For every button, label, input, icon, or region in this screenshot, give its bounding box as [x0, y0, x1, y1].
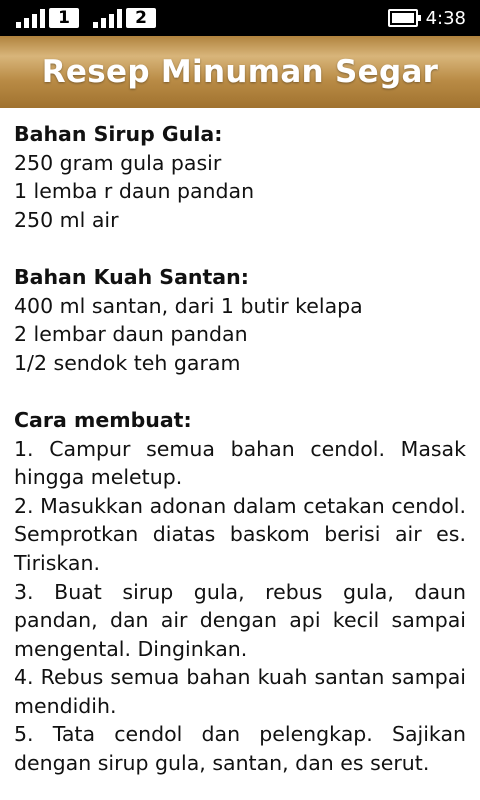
cara-step: 3. Buat sirup gula, rebus gula, daun pandan, dan air dengan api kecil sampai mengental. Dinginkan. [14, 579, 466, 661]
sirup-item: 250 gram gula pasir [14, 150, 222, 175]
santan-item: 1/2 sendok teh garam [14, 350, 241, 375]
page-title: Resep Minuman Segar [41, 54, 439, 90]
sim2-badge: 2 [126, 8, 156, 28]
sim2-status [93, 8, 156, 28]
battery-icon [388, 9, 418, 27]
spacer [14, 377, 466, 406]
clock: 4:38 [425, 7, 466, 29]
signal-icon [93, 8, 122, 28]
sirup-heading: Bahan Sirup Gula: [14, 122, 223, 146]
santan-heading: Bahan Kuah Santan: [14, 264, 249, 289]
sim1-status [16, 8, 79, 28]
cara-step: 4. Rebus semua bahan kuah santan sampai mendidih. [14, 665, 466, 718]
signal-icon [16, 8, 45, 28]
santan-item: 2 lembar daun pandan [14, 322, 248, 347]
cara-step: 1. Campur semua bahan cendol. Masak hingga meletup. [14, 436, 466, 490]
app-title-bar [0, 36, 480, 108]
sirup-item: 1 lemba r daun pandan [14, 179, 255, 204]
cara-step: 5. Tata cendol dan pelengkap. Sajikan dengan sirup gula, santan, dan es serut. [14, 722, 466, 776]
status-bar [0, 0, 480, 36]
cara-heading: Cara membuat: [14, 407, 192, 432]
sirup-item: 250 ml air [14, 207, 119, 232]
cara-step: 2. Masukkan adonan dalam cetakan cendol. Semprotkan diatas baskom berisi air es. Tiriskan. [14, 493, 466, 575]
recipe-content [0, 108, 480, 778]
santan-item: 400 ml santan, dari 1 butir kelapa [14, 293, 363, 318]
status-right [388, 8, 466, 29]
spacer [14, 234, 466, 263]
sim1-badge: 1 [49, 8, 79, 28]
